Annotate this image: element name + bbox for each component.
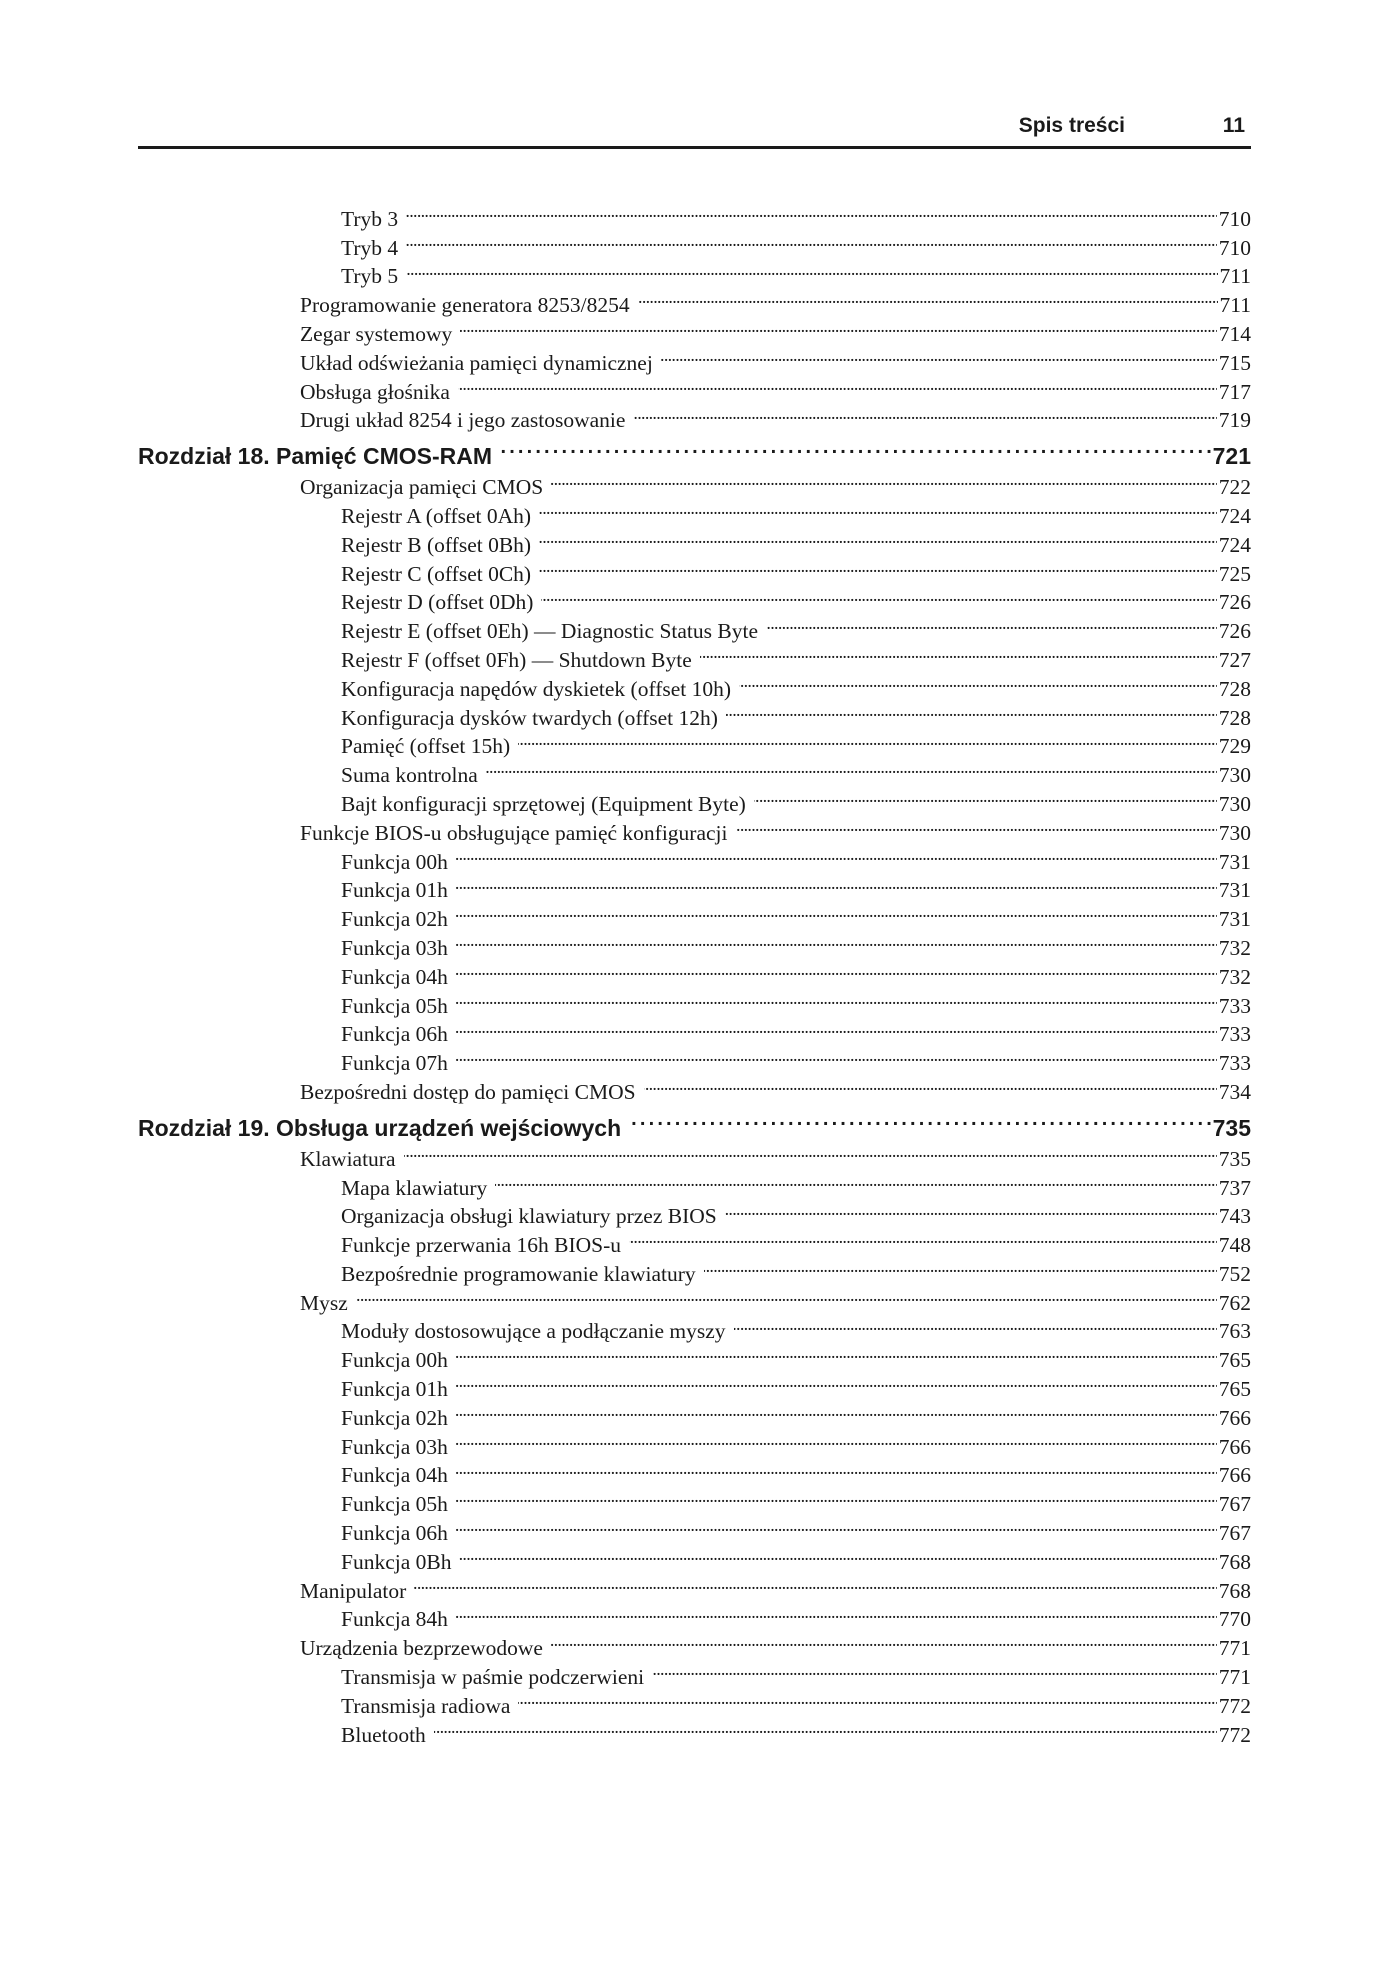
toc-entry-page: 722 (1218, 475, 1251, 500)
toc-entry-title: Konfiguracja napędów dyskietek (offset 10h) (341, 676, 732, 701)
toc-entry-page: 730 (1218, 791, 1251, 816)
dot-leader (541, 581, 1216, 610)
section-title: Spis treści (1018, 114, 1125, 137)
toc-entry-title: Funkcja 0Bh (341, 1549, 452, 1574)
toc-entry[interactable] (138, 1425, 1251, 1459)
toc-entry-title: Funkcja 03h (341, 1434, 448, 1459)
dot-leader (406, 197, 1217, 226)
toc-entry[interactable] (138, 1540, 1251, 1574)
dot-leader (551, 1626, 1217, 1655)
toc-entry[interactable] (138, 1367, 1251, 1402)
dot-leader (434, 1713, 1217, 1742)
toc-entry-title: Funkcja 05h (341, 993, 448, 1018)
dot-leader (551, 465, 1217, 494)
toc-entry-title: Funkcja 01h (341, 878, 448, 903)
dot-leader (539, 523, 1217, 552)
toc-entry[interactable] (138, 955, 1251, 989)
toc-entry-title: Konfiguracja dysków twardych (offset 12h) (341, 705, 718, 730)
dot-leader (456, 1041, 1217, 1070)
dot-leader (704, 1252, 1217, 1281)
dot-leader (456, 1338, 1217, 1367)
toc-entry-title: Rozdział 19. Obsługa urządzeń wejściowych (138, 1114, 622, 1141)
toc-entry-page: 766 (1218, 1405, 1251, 1430)
toc-entry[interactable] (138, 283, 1251, 318)
toc-entry-title: Manipulator (300, 1578, 407, 1603)
toc-entry-title: Rejestr C (offset 0Ch) (341, 561, 532, 586)
toc-entry[interactable] (138, 1511, 1251, 1546)
dot-leader (652, 1655, 1217, 1684)
toc-entry[interactable] (138, 926, 1251, 960)
toc-entry[interactable] (138, 869, 1251, 903)
toc-entry-page: 731 (1218, 907, 1251, 932)
toc-entry-page: 710 (1218, 235, 1251, 260)
toc-entry-title: Organizacja pamięci CMOS (300, 475, 544, 500)
toc-entry-title: Zegar systemowy (300, 321, 453, 346)
toc-entry-page: 730 (1218, 820, 1251, 845)
dot-leader (754, 782, 1217, 811)
dot-leader (495, 1166, 1216, 1195)
toc-entry-page: 732 (1218, 964, 1251, 989)
toc-entry-page: 767 (1218, 1492, 1251, 1517)
toc-entry[interactable] (138, 226, 1251, 260)
toc-entry[interactable] (138, 581, 1251, 615)
toc-entry-page: 730 (1218, 763, 1251, 788)
toc-entry[interactable] (138, 255, 1251, 289)
toc-entry[interactable] (138, 1713, 1251, 1747)
toc-entry-title: Klawiatura (300, 1146, 396, 1171)
toc-entry-title: Funkcja 05h (341, 1492, 448, 1517)
toc-chapter-entry[interactable] (138, 1102, 1251, 1141)
toc-entry-title: Funkcja 02h (341, 1405, 448, 1430)
dot-leader (629, 1102, 1211, 1136)
dot-leader (456, 1598, 1217, 1627)
dot-leader (518, 1684, 1216, 1713)
toc-entry-title: Funkcje BIOS-u obsługujące pamięć konfiguracji (300, 820, 728, 845)
dot-leader (406, 255, 1217, 284)
toc-entry-page: 728 (1218, 705, 1251, 730)
dot-leader (356, 1281, 1217, 1310)
toc-entry-title: Funkcja 01h (341, 1377, 448, 1402)
toc-entry-page: 734 (1218, 1079, 1251, 1104)
dot-leader (629, 1223, 1217, 1252)
toc-entry-title: Funkcja 07h (341, 1051, 448, 1076)
toc-entry-page: 733 (1218, 1022, 1251, 1047)
dot-leader (486, 753, 1217, 782)
toc-entry-title: Suma kontrolna (341, 763, 478, 788)
toc-entry-title: Urządzenia bezprzewodowe (300, 1636, 543, 1661)
toc-entry-title: Transmisja w paśmie podczerwieni (341, 1665, 645, 1690)
toc-entry-page: 731 (1218, 878, 1251, 903)
dot-leader (456, 1425, 1217, 1454)
toc-entry[interactable] (138, 1223, 1251, 1258)
toc-entry-page: 772 (1218, 1693, 1251, 1718)
toc-entry[interactable] (138, 1569, 1251, 1603)
dot-leader (414, 1569, 1216, 1598)
toc-entry[interactable] (138, 984, 1251, 1018)
toc-entry[interactable] (138, 897, 1251, 932)
toc-entry-title: Bluetooth (341, 1722, 426, 1747)
toc-entry-title: Układ odświeżania pamięci dynamicznej (300, 350, 653, 375)
toc-entry[interactable] (138, 1626, 1251, 1661)
dot-leader (700, 638, 1217, 667)
toc-entry-title: Drugi układ 8254 i jego zastosowanie (300, 408, 626, 433)
dot-leader (456, 984, 1217, 1013)
toc-entry[interactable] (138, 1396, 1251, 1430)
dot-leader (456, 840, 1217, 869)
dot-leader (539, 494, 1217, 523)
toc-entry-page: 715 (1218, 350, 1251, 375)
toc-entry[interactable] (138, 1338, 1251, 1373)
toc-entry-title: Funkcja 00h (341, 849, 448, 874)
toc-entry-page: 743 (1218, 1204, 1251, 1229)
dot-leader (456, 926, 1217, 955)
toc-entry-title: Funkcja 04h (341, 1463, 448, 1488)
dot-leader (456, 869, 1217, 898)
toc-entry-title: Obsługa głośnika (300, 379, 450, 404)
toc-entry[interactable] (138, 725, 1251, 759)
toc-entry-title: Funkcja 04h (341, 964, 448, 989)
toc-entry-page: 719 (1218, 408, 1251, 433)
toc-entry[interactable] (138, 1041, 1251, 1076)
toc-entry-page: 768 (1218, 1578, 1251, 1603)
dot-leader (539, 552, 1217, 581)
toc-entry-title: Tryb 4 (341, 235, 399, 260)
running-header (138, 104, 1251, 149)
toc-entry[interactable] (138, 552, 1251, 586)
toc-entry-page: 766 (1218, 1434, 1251, 1459)
toc-entry-title: Bajt konfiguracji sprzętowej (Equipment Byte) (341, 791, 746, 816)
dot-leader (766, 609, 1217, 638)
dot-leader (406, 226, 1217, 255)
toc-entry-page: 733 (1218, 1051, 1251, 1076)
dot-leader (456, 1367, 1217, 1396)
toc-entry-page: 733 (1218, 993, 1251, 1018)
toc-entry[interactable] (138, 1482, 1251, 1517)
toc-entry-title: Funkcja 06h (341, 1521, 448, 1546)
toc-entry-title: Mapa klawiatury (341, 1175, 488, 1200)
toc-entry-title: Funkcja 84h (341, 1607, 448, 1632)
toc-entry-page: 735 (1212, 1114, 1251, 1141)
toc-entry-page: 767 (1218, 1521, 1251, 1546)
toc-entry-page: 725 (1218, 561, 1251, 586)
toc-entry-page: 765 (1218, 1348, 1251, 1373)
toc-entry-page: 729 (1218, 734, 1251, 759)
toc-entry-page: 737 (1218, 1175, 1251, 1200)
toc-entry-title: Funkcja 02h (341, 907, 448, 932)
dot-leader (725, 1195, 1217, 1224)
toc-entry[interactable] (138, 197, 1251, 231)
toc-entry-title: Tryb 5 (341, 264, 399, 289)
toc-entry-title: Rejestr F (offset 0Fh) — Shutdown Byte (341, 647, 692, 672)
toc-entry-title: Rejestr A (offset 0Ah) (341, 503, 532, 528)
toc-entry-page: 721 (1212, 443, 1251, 470)
toc-entry-page: 766 (1218, 1463, 1251, 1488)
toc-entry-title: Tryb 3 (341, 206, 399, 231)
dot-leader (456, 1454, 1217, 1483)
dot-leader (456, 897, 1217, 926)
toc-entry-page: 727 (1218, 647, 1251, 672)
dot-leader (456, 1482, 1217, 1511)
dot-leader (456, 1396, 1217, 1425)
toc-entry-title: Transmisja radiowa (341, 1693, 511, 1718)
toc-entry-title: Organizacja obsługi klawiatury przez BIOS (341, 1204, 717, 1229)
toc-entry-title: Bezpośredni dostęp do pamięci CMOS (300, 1079, 636, 1104)
dot-leader (458, 370, 1217, 399)
toc-entry-page: 726 (1218, 590, 1251, 615)
dot-leader (736, 811, 1217, 840)
dot-leader (726, 696, 1217, 725)
toc-entry-page: 735 (1218, 1146, 1251, 1171)
toc-entry-page: 710 (1218, 206, 1251, 231)
toc-entry-title: Rozdział 18. Pamięć CMOS-RAM (138, 443, 493, 470)
toc-entry[interactable] (138, 1252, 1251, 1286)
toc-entry-page: 714 (1218, 321, 1251, 346)
toc-entry-title: Rejestr B (offset 0Bh) (341, 532, 532, 557)
toc-entry-page: 731 (1218, 849, 1251, 874)
dot-leader (633, 399, 1216, 428)
dot-leader (734, 1310, 1217, 1339)
dot-leader (404, 1137, 1217, 1166)
toc-entry-page: 771 (1218, 1665, 1251, 1690)
toc-entry-page: 711 (1219, 264, 1251, 289)
dot-leader (661, 341, 1217, 370)
toc-entry-title: Pamięć (offset 15h) (341, 734, 511, 759)
toc-entry[interactable] (138, 523, 1251, 557)
dot-leader (459, 1540, 1216, 1569)
toc-entry-page: 717 (1218, 379, 1251, 404)
toc-entry[interactable] (138, 753, 1251, 788)
dot-leader (644, 1070, 1217, 1099)
toc-entry-title: Funkcja 00h (341, 1348, 448, 1373)
table-of-contents (138, 197, 1251, 1747)
toc-entry-page: 748 (1218, 1233, 1251, 1258)
toc-entry-page: 763 (1218, 1319, 1251, 1344)
page-number: 11 (1222, 114, 1245, 137)
toc-entry-page: 765 (1218, 1377, 1251, 1402)
toc-entry-page: 711 (1219, 293, 1251, 318)
toc-entry[interactable] (138, 609, 1251, 644)
toc-entry-title: Programowanie generatora 8253/8254 (300, 293, 630, 318)
dot-leader (739, 667, 1217, 696)
toc-entry[interactable] (138, 1684, 1251, 1718)
toc-chapter-entry[interactable] (138, 430, 1251, 470)
dot-leader (500, 430, 1211, 464)
toc-entry-title: Funkcja 03h (341, 935, 448, 960)
toc-entry[interactable] (138, 1070, 1251, 1104)
dot-leader (460, 312, 1216, 341)
toc-entry[interactable] (138, 1013, 1251, 1047)
dot-leader (456, 1511, 1217, 1540)
toc-entry-page: 770 (1218, 1607, 1251, 1632)
toc-entry-page: 771 (1218, 1636, 1251, 1661)
toc-entry-title: Rejestr D (offset 0Dh) (341, 590, 534, 615)
dot-leader (456, 1013, 1217, 1042)
toc-entry-page: 762 (1218, 1290, 1251, 1315)
toc-entry-title: Rejestr E (offset 0Eh) — Diagnostic Status Byte (341, 619, 758, 644)
toc-entry[interactable] (138, 1195, 1251, 1229)
toc-entry-title: Funkcja 06h (341, 1022, 448, 1047)
toc-entry-page: 768 (1218, 1549, 1251, 1574)
toc-entry-page: 772 (1218, 1722, 1251, 1747)
dot-leader (638, 283, 1218, 312)
toc-entry-title: Mysz (300, 1290, 348, 1315)
toc-entry-title: Moduły dostosowujące a podłączanie myszy (341, 1319, 726, 1344)
toc-entry-title: Funkcje przerwania 16h BIOS-u (341, 1233, 622, 1258)
toc-entry[interactable] (138, 1454, 1251, 1488)
toc-entry-page: 724 (1218, 532, 1251, 557)
toc-entry[interactable] (138, 1281, 1251, 1315)
dot-leader (518, 725, 1217, 754)
toc-entry-page: 752 (1218, 1261, 1251, 1286)
toc-entry-page: 732 (1218, 935, 1251, 960)
toc-entry-title: Bezpośrednie programowanie klawiatury (341, 1261, 696, 1286)
toc-entry-page: 726 (1218, 619, 1251, 644)
toc-entry[interactable] (138, 782, 1251, 816)
toc-entry-page: 728 (1218, 676, 1251, 701)
toc-entry-page: 724 (1218, 503, 1251, 528)
dot-leader (456, 955, 1217, 984)
